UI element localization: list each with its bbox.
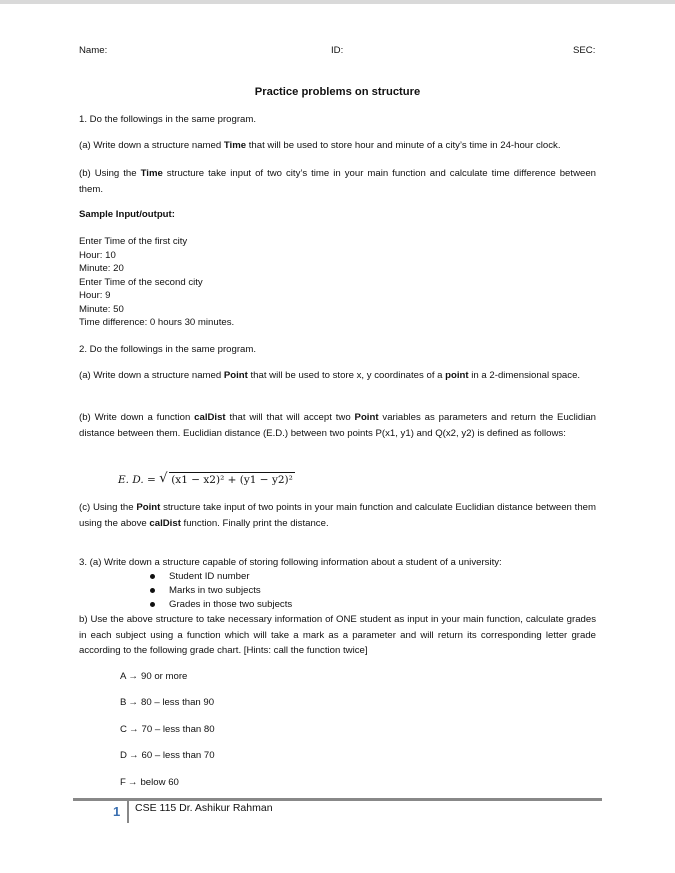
bullet-icon (150, 602, 155, 607)
grade-row-b: B → 80 – less than 90 (120, 697, 215, 708)
keyword-point: Point (136, 502, 161, 513)
sample-line: Minute: 20 (79, 263, 124, 274)
keyword-point: Point (223, 370, 248, 381)
arrow-right-icon: → (128, 724, 139, 735)
euclidean-formula: E. D. = √ (x1 − x2)² + (y1 − y2)² (118, 472, 295, 488)
arrow-right-icon: → (127, 777, 138, 788)
sample-line: Minute: 50 (79, 304, 124, 315)
grade-row-d: D → 60 – less than 70 (120, 750, 215, 761)
sample-line: Hour: 10 (79, 250, 116, 261)
bullet-icon (150, 588, 155, 593)
arrow-right-icon: → (128, 750, 139, 761)
q2-part-a: (a) Write down a structure named Point that will be used to store x, y coordinates of a point in a 2-dimensional space. (79, 370, 581, 381)
page-title: Practice problems on structure (254, 86, 421, 98)
sample-line: Enter Time of the second city (79, 277, 203, 288)
top-border (0, 0, 675, 4)
sec-label: SEC: (573, 45, 596, 56)
page-number: 1 (113, 804, 121, 819)
keyword-time: Time (140, 168, 163, 179)
q2-intro: 2. Do the followings in the same program. (79, 344, 257, 355)
footer-divider (127, 801, 129, 823)
q3-intro: 3. (a) Write down a structure capable of storing following information about a student of a university: (79, 557, 502, 568)
keyword-caldist: calDist (194, 412, 226, 423)
q1-intro: 1. Do the followings in the same program. (79, 114, 257, 125)
q1-part-a: (a) Write down a structure named Time that will be used to store hour and minute of a city’s time in 24-hour clock. (79, 140, 561, 151)
sample-line: Hour: 9 (79, 290, 111, 301)
bullet-icon (150, 574, 155, 579)
arrow-right-icon: → (128, 671, 138, 682)
student-info-list (148, 570, 292, 612)
sample-line: Time difference: 0 hours 30 minutes. (79, 317, 235, 328)
sample-heading: Sample Input/output: (79, 209, 175, 220)
keyword-time: Time (223, 140, 247, 151)
q1-part-b: (b) Using the Time structure take input of two city’s time in your main function and calculate time difference between them. (79, 168, 596, 195)
footer-text: CSE 115 Dr. Ashikur Rahman (135, 802, 273, 814)
q2-part-b: (b) Write down a function calDist that will that will accept two Point variables as parameters and return the Euclidian distance between them. Euclidian distance (E.D.) between two points P(x1, y1) and Q(x2, y2) is defined as follows: (79, 412, 596, 439)
grade-row-f: F → below 60 (120, 777, 179, 788)
list-item: Grades in those two subjects (148, 598, 292, 612)
keyword-point: Point (354, 412, 379, 423)
list-item: Student ID number (148, 570, 292, 584)
keyword-point: point (445, 370, 469, 381)
grade-row-a: A → 90 or more (120, 671, 188, 682)
grade-row-c: C → 70 – less than 80 (120, 724, 215, 735)
name-label: Name: (79, 45, 108, 56)
q3-part-b: b) Use the above structure to take necessary information of ONE student as input in your main function, calculate grades in each subject using a function which will take a mark as a parameter and will return its corresponding letter grade according to the following grade chart. [Hints: call the function twice] (79, 614, 596, 656)
list-item: Marks in two subjects (148, 584, 292, 598)
keyword-caldist: calDist (149, 518, 181, 529)
id-label: ID: (331, 45, 344, 56)
q2-part-c: (c) Using the Point structure take input of two points in your main function and calculate Euclidian distance between them using the above calDist function. Finally print the distance. (79, 502, 596, 529)
sample-line: Enter Time of the first city (79, 236, 188, 247)
arrow-right-icon: → (128, 697, 138, 708)
